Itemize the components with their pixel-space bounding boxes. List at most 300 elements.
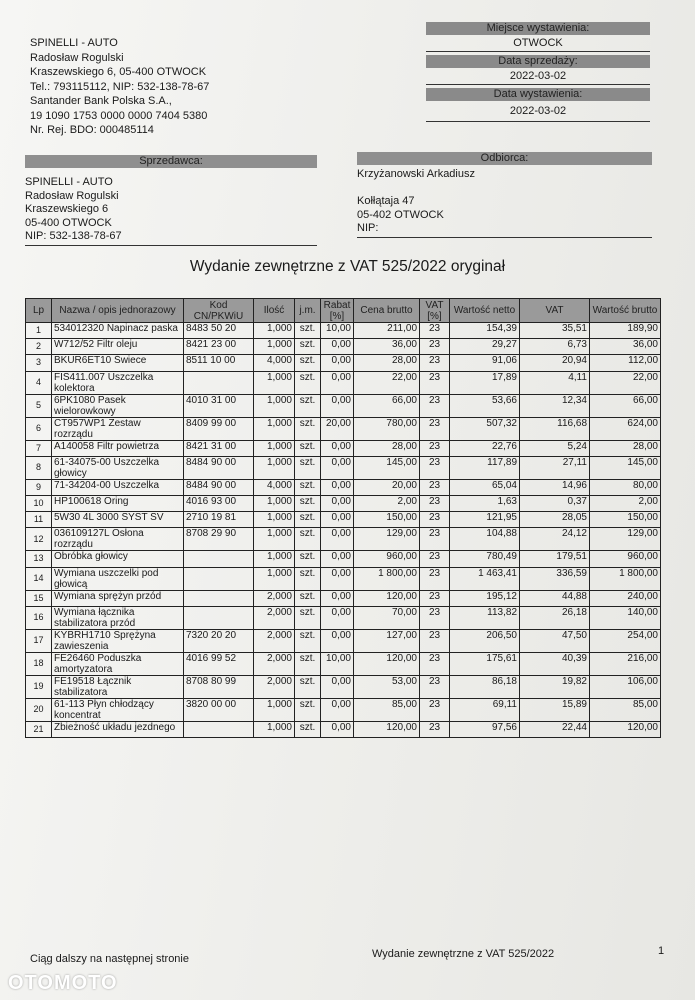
otomoto-watermark: OTOMOTO <box>8 972 118 994</box>
seller-label: Sprzedawca: <box>25 155 317 168</box>
row-gross-price: 2,00 <box>354 495 420 511</box>
row-net-value: 97,56 <box>450 721 520 737</box>
row-discount: 0,00 <box>321 590 354 606</box>
row-lp: 2 <box>26 339 52 355</box>
row-gross-price: 85,00 <box>354 698 420 721</box>
row-discount: 0,00 <box>321 495 354 511</box>
row-net-value: 65,04 <box>450 479 520 495</box>
row-discount: 0,00 <box>321 629 354 652</box>
buyer-line: 05-402 OTWOCK <box>357 208 444 221</box>
issue-date-value: 2022-03-02 <box>426 101 650 122</box>
table-row <box>26 394 661 417</box>
row-name: BKUR6ET10 Świece <box>52 355 184 371</box>
row-gross-price: 120,00 <box>354 652 420 675</box>
table-row <box>26 629 661 652</box>
row-vat: 179,51 <box>520 551 590 567</box>
row-unit: szt. <box>295 567 321 590</box>
header-name: Nazwa / opis jednorazowy <box>52 299 184 323</box>
row-net-value: 113,82 <box>450 606 520 629</box>
row-lp: 4 <box>26 371 52 394</box>
row-lp: 5 <box>26 394 52 417</box>
row-vat-rate: 23 <box>420 551 450 567</box>
row-vat: 44,88 <box>520 590 590 606</box>
header-vat-rate: VAT [%] <box>420 299 450 323</box>
row-unit: szt. <box>295 652 321 675</box>
row-net-value: 22,76 <box>450 440 520 456</box>
row-gross-value: 254,00 <box>590 629 661 652</box>
table-row <box>26 417 661 440</box>
row-name: Obróbka głowicy <box>52 551 184 567</box>
row-net-value: 69,11 <box>450 698 520 721</box>
row-vat: 336,59 <box>520 567 590 590</box>
row-net-value: 507,32 <box>450 417 520 440</box>
row-vat: 6,73 <box>520 339 590 355</box>
buyer-line: Kołłątaja 47 <box>357 195 415 207</box>
sale-date-value: 2022-03-02 <box>426 68 650 85</box>
row-gross-price: 1 800,00 <box>354 567 420 590</box>
table-row <box>26 440 661 456</box>
row-net-value: 121,95 <box>450 512 520 528</box>
row-gross-value: 112,00 <box>590 355 661 371</box>
row-quantity: 2,000 <box>254 652 295 675</box>
header-gross-price: Cena brutto <box>354 299 420 323</box>
row-vat: 12,34 <box>520 394 590 417</box>
buyer-section <box>357 152 652 238</box>
row-discount: 0,00 <box>321 675 354 698</box>
row-code: 4016 99 52 <box>184 652 254 675</box>
seller-header <box>30 36 209 138</box>
row-vat-rate: 23 <box>420 528 450 551</box>
row-unit: szt. <box>295 606 321 629</box>
row-unit: szt. <box>295 339 321 355</box>
row-lp: 14 <box>26 567 52 590</box>
table-row <box>26 512 661 528</box>
row-unit: szt. <box>295 721 321 737</box>
row-unit: szt. <box>295 629 321 652</box>
row-discount: 0,00 <box>321 512 354 528</box>
row-gross-price: 70,00 <box>354 606 420 629</box>
row-unit: szt. <box>295 675 321 698</box>
seller-header-line: Radosław Rogulski <box>30 51 124 64</box>
row-gross-price: 129,00 <box>354 528 420 551</box>
seller-header-line: Santander Bank Polska S.A., <box>30 95 172 107</box>
row-net-value: 29,27 <box>450 339 520 355</box>
header-lp: Lp <box>26 299 52 323</box>
row-quantity: 1,000 <box>254 698 295 721</box>
row-name: 61-34075-00 Uszczelka głowicy <box>52 456 184 479</box>
row-code <box>184 590 254 606</box>
row-vat: 24,12 <box>520 528 590 551</box>
row-vat-rate: 23 <box>420 698 450 721</box>
row-gross-value: 120,00 <box>590 721 661 737</box>
row-gross-price: 211,00 <box>354 323 420 339</box>
row-vat: 19,82 <box>520 675 590 698</box>
row-vat: 116,68 <box>520 417 590 440</box>
row-name: Wymiana łącznika stabilizatora przód <box>52 606 184 629</box>
row-lp: 6 <box>26 417 52 440</box>
row-code: 8708 80 99 <box>184 675 254 698</box>
seller-header-line: SPINELLI - AUTO <box>30 37 118 49</box>
row-discount: 0,00 <box>321 551 354 567</box>
row-discount: 0,00 <box>321 528 354 551</box>
seller-line: SPINELLI - AUTO <box>25 176 113 188</box>
row-code: 8708 29 90 <box>184 528 254 551</box>
row-gross-price: 53,00 <box>354 675 420 698</box>
seller-line: NIP: 532-138-78-67 <box>25 230 122 242</box>
row-discount: 0,00 <box>321 339 354 355</box>
table-row <box>26 456 661 479</box>
row-unit: szt. <box>295 698 321 721</box>
row-lp: 16 <box>26 606 52 629</box>
row-code: 8511 10 00 <box>184 355 254 371</box>
row-lp: 11 <box>26 512 52 528</box>
row-discount: 20,00 <box>321 417 354 440</box>
row-net-value: 206,50 <box>450 629 520 652</box>
row-net-value: 154,39 <box>450 323 520 339</box>
row-code: 2710 19 81 <box>184 512 254 528</box>
row-discount: 10,00 <box>321 652 354 675</box>
row-gross-value: 66,00 <box>590 394 661 417</box>
row-quantity: 1,000 <box>254 371 295 394</box>
row-vat-rate: 23 <box>420 339 450 355</box>
table-row <box>26 339 661 355</box>
row-name: HP100618 Oring <box>52 495 184 511</box>
row-code: 4010 31 00 <box>184 394 254 417</box>
header-net-value: Wartość netto <box>450 299 520 323</box>
row-net-value: 117,89 <box>450 456 520 479</box>
seller-header-line: Nr. Rej. BDO: 000485114 <box>30 124 154 136</box>
row-vat-rate: 23 <box>420 371 450 394</box>
row-lp: 17 <box>26 629 52 652</box>
row-code <box>184 567 254 590</box>
footer-document-ref: Wydanie zewnętrzne z VAT 525/2022 <box>372 948 555 960</box>
row-vat: 14,96 <box>520 479 590 495</box>
issue-date-label: Data wystawienia: <box>426 88 650 101</box>
seller-line: 05-400 OTWOCK <box>25 216 112 229</box>
header-vat: VAT <box>520 299 590 323</box>
row-gross-value: 36,00 <box>590 339 661 355</box>
row-lp: 20 <box>26 698 52 721</box>
row-quantity: 1,000 <box>254 440 295 456</box>
row-gross-value: 85,00 <box>590 698 661 721</box>
row-lp: 7 <box>26 440 52 456</box>
row-quantity: 2,000 <box>254 675 295 698</box>
row-vat: 47,50 <box>520 629 590 652</box>
row-gross-value: 150,00 <box>590 512 661 528</box>
table-body <box>26 323 661 738</box>
seller-line: Kraszewskiego 6 <box>25 203 109 215</box>
row-vat-rate: 23 <box>420 394 450 417</box>
row-code <box>184 371 254 394</box>
row-name: 71-34204-00 Uszczelka <box>52 479 184 495</box>
seller-header-line: 19 1090 1753 0000 0000 7404 5380 <box>30 109 208 122</box>
row-gross-value: 145,00 <box>590 456 661 479</box>
row-discount: 0,00 <box>321 355 354 371</box>
row-unit: szt. <box>295 495 321 511</box>
row-quantity: 1,000 <box>254 495 295 511</box>
row-net-value: 780,49 <box>450 551 520 567</box>
row-gross-price: 66,00 <box>354 394 420 417</box>
table-row <box>26 652 661 675</box>
row-name: W712/52 Filtr oleju <box>52 339 184 355</box>
row-vat-rate: 23 <box>420 355 450 371</box>
row-gross-price: 120,00 <box>354 721 420 737</box>
buyer-line <box>357 182 652 196</box>
header-gross-value: Wartość brutto <box>590 299 661 323</box>
row-name: CT957WP1 Zestaw rozrządu <box>52 417 184 440</box>
row-discount: 0,00 <box>321 479 354 495</box>
table-row <box>26 567 661 590</box>
row-quantity: 1,000 <box>254 567 295 590</box>
table-row <box>26 590 661 606</box>
row-quantity: 2,000 <box>254 629 295 652</box>
row-gross-value: 240,00 <box>590 590 661 606</box>
row-lp: 3 <box>26 355 52 371</box>
row-vat-rate: 23 <box>420 629 450 652</box>
place-of-issue-box <box>426 22 650 52</box>
row-net-value: 195,12 <box>450 590 520 606</box>
row-vat: 40,39 <box>520 652 590 675</box>
row-quantity: 1,000 <box>254 339 295 355</box>
table-row <box>26 495 661 511</box>
row-net-value: 175,61 <box>450 652 520 675</box>
row-lp: 8 <box>26 456 52 479</box>
row-unit: szt. <box>295 479 321 495</box>
row-gross-price: 145,00 <box>354 456 420 479</box>
row-name: Wymiana sprężyn przód <box>52 590 184 606</box>
row-name: 036109127L Osłona rozrządu <box>52 528 184 551</box>
row-unit: szt. <box>295 417 321 440</box>
buyer-line: NIP: <box>357 222 379 234</box>
row-vat-rate: 23 <box>420 495 450 511</box>
row-discount: 0,00 <box>321 394 354 417</box>
row-gross-price: 20,00 <box>354 479 420 495</box>
row-lp: 1 <box>26 323 52 339</box>
row-unit: szt. <box>295 371 321 394</box>
buyer-line: Krzyżanowski Arkadiusz <box>357 168 475 180</box>
items-table <box>25 298 661 738</box>
buyer-label: Odbiorca: <box>357 152 652 165</box>
table-row <box>26 721 661 737</box>
row-lp: 10 <box>26 495 52 511</box>
row-lp: 13 <box>26 551 52 567</box>
seller-header-line: Tel.: 793115112, NIP: 532-138-78-67 <box>30 80 210 93</box>
row-name: 61-113 Płyn chłodzący koncentrat <box>52 698 184 721</box>
place-of-issue-label: Miejsce wystawienia: <box>426 22 650 35</box>
row-gross-value: 106,00 <box>590 675 661 698</box>
row-gross-price: 36,00 <box>354 339 420 355</box>
row-vat-rate: 23 <box>420 479 450 495</box>
row-net-value: 53,66 <box>450 394 520 417</box>
row-name: Wymiana uszczelki pod głowicą <box>52 567 184 590</box>
row-discount: 0,00 <box>321 456 354 479</box>
page-number: 1 <box>658 945 665 957</box>
sale-date-box <box>426 55 650 85</box>
row-gross-value: 1 800,00 <box>590 567 661 590</box>
row-gross-value: 960,00 <box>590 551 661 567</box>
row-quantity: 1,000 <box>254 512 295 528</box>
place-of-issue-value: OTWOCK <box>426 35 650 52</box>
row-gross-value: 28,00 <box>590 440 661 456</box>
row-discount: 0,00 <box>321 567 354 590</box>
row-quantity: 1,000 <box>254 323 295 339</box>
row-lp: 21 <box>26 721 52 737</box>
row-quantity: 2,000 <box>254 606 295 629</box>
row-vat-rate: 23 <box>420 652 450 675</box>
row-vat: 20,94 <box>520 355 590 371</box>
row-code: 8421 23 00 <box>184 339 254 355</box>
row-name: FIS411.007 Uszczelka kolektora <box>52 371 184 394</box>
row-gross-price: 780,00 <box>354 417 420 440</box>
row-discount: 0,00 <box>321 440 354 456</box>
row-vat-rate: 23 <box>420 675 450 698</box>
row-code: 8484 90 00 <box>184 479 254 495</box>
table-row <box>26 323 661 339</box>
table-row <box>26 371 661 394</box>
row-net-value: 104,88 <box>450 528 520 551</box>
row-gross-value: 2,00 <box>590 495 661 511</box>
row-vat-rate: 23 <box>420 512 450 528</box>
row-gross-price: 22,00 <box>354 371 420 394</box>
row-net-value: 17,89 <box>450 371 520 394</box>
row-net-value: 91,06 <box>450 355 520 371</box>
row-code <box>184 551 254 567</box>
row-name: 534012320 Napinacz paska <box>52 323 184 339</box>
row-vat: 22,44 <box>520 721 590 737</box>
row-quantity: 1,000 <box>254 456 295 479</box>
row-quantity: 1,000 <box>254 394 295 417</box>
row-vat-rate: 23 <box>420 323 450 339</box>
row-vat: 4,11 <box>520 371 590 394</box>
header-quantity: Ilość <box>254 299 295 323</box>
sale-date-label: Data sprzedaży: <box>426 55 650 68</box>
row-gross-value: 80,00 <box>590 479 661 495</box>
row-net-value: 1,63 <box>450 495 520 511</box>
row-quantity: 1,000 <box>254 417 295 440</box>
row-code: 8421 31 00 <box>184 440 254 456</box>
table-row <box>26 606 661 629</box>
row-vat-rate: 23 <box>420 456 450 479</box>
row-vat: 28,05 <box>520 512 590 528</box>
seller-section <box>25 155 317 246</box>
row-vat-rate: 23 <box>420 440 450 456</box>
row-net-value: 1 463,41 <box>450 567 520 590</box>
row-quantity: 1,000 <box>254 721 295 737</box>
row-vat: 26,18 <box>520 606 590 629</box>
table-row <box>26 528 661 551</box>
document-title: Wydanie zewnętrzne z VAT 525/2022 oryginał <box>189 258 506 275</box>
row-unit: szt. <box>295 355 321 371</box>
row-gross-price: 28,00 <box>354 355 420 371</box>
row-code <box>184 721 254 737</box>
row-gross-price: 960,00 <box>354 551 420 567</box>
table-row <box>26 675 661 698</box>
row-name: A140058 Filtr powietrza <box>52 440 184 456</box>
row-unit: szt. <box>295 440 321 456</box>
table-row <box>26 479 661 495</box>
row-name: KYBRH1710 Sprężyna zawieszenia <box>52 629 184 652</box>
table-header-row <box>26 299 661 323</box>
row-unit: szt. <box>295 551 321 567</box>
row-gross-value: 216,00 <box>590 652 661 675</box>
row-code: 8484 90 00 <box>184 456 254 479</box>
row-discount: 10,00 <box>321 323 354 339</box>
row-code <box>184 606 254 629</box>
row-quantity: 1,000 <box>254 528 295 551</box>
row-vat-rate: 23 <box>420 590 450 606</box>
row-vat-rate: 23 <box>420 606 450 629</box>
row-lp: 18 <box>26 652 52 675</box>
row-vat-rate: 23 <box>420 567 450 590</box>
row-code: 7320 20 20 <box>184 629 254 652</box>
row-code: 4016 93 00 <box>184 495 254 511</box>
row-vat: 27,11 <box>520 456 590 479</box>
row-unit: szt. <box>295 394 321 417</box>
row-discount: 0,00 <box>321 698 354 721</box>
header-discount: Rabat [%] <box>321 299 354 323</box>
row-lp: 19 <box>26 675 52 698</box>
row-vat: 5,24 <box>520 440 590 456</box>
row-unit: szt. <box>295 323 321 339</box>
row-discount: 0,00 <box>321 606 354 629</box>
header-code: Kod CN/PKWiU <box>184 299 254 323</box>
row-name: Zbieżność układu jezdnego <box>52 721 184 737</box>
row-unit: szt. <box>295 528 321 551</box>
row-unit: szt. <box>295 456 321 479</box>
row-gross-value: 624,00 <box>590 417 661 440</box>
row-name: 6PK1080 Pasek wielorowkowy <box>52 394 184 417</box>
issue-date-box <box>426 88 650 122</box>
row-quantity: 1,000 <box>254 551 295 567</box>
row-lp: 12 <box>26 528 52 551</box>
row-unit: szt. <box>295 512 321 528</box>
row-gross-price: 28,00 <box>354 440 420 456</box>
table-row <box>26 355 661 371</box>
row-name: FE26460 Poduszka amortyzatora <box>52 652 184 675</box>
row-gross-value: 22,00 <box>590 371 661 394</box>
row-discount: 0,00 <box>321 371 354 394</box>
row-code: 3820 00 00 <box>184 698 254 721</box>
row-vat: 15,89 <box>520 698 590 721</box>
header-unit: j.m. <box>295 299 321 323</box>
row-quantity: 2,000 <box>254 590 295 606</box>
row-code: 8409 99 00 <box>184 417 254 440</box>
row-vat: 35,51 <box>520 323 590 339</box>
seller-line: Radosław Rogulski <box>25 189 119 202</box>
row-lp: 15 <box>26 590 52 606</box>
table-row <box>26 698 661 721</box>
row-unit: szt. <box>295 590 321 606</box>
row-gross-value: 189,90 <box>590 323 661 339</box>
row-gross-value: 140,00 <box>590 606 661 629</box>
row-gross-price: 150,00 <box>354 512 420 528</box>
row-gross-value: 129,00 <box>590 528 661 551</box>
table-row <box>26 551 661 567</box>
continued-note: Ciąg dalszy na następnej stronie <box>30 953 189 965</box>
row-vat-rate: 23 <box>420 721 450 737</box>
row-discount: 0,00 <box>321 721 354 737</box>
row-lp: 9 <box>26 479 52 495</box>
row-vat-rate: 23 <box>420 417 450 440</box>
row-net-value: 86,18 <box>450 675 520 698</box>
row-quantity: 4,000 <box>254 355 295 371</box>
row-gross-price: 120,00 <box>354 590 420 606</box>
row-code: 8483 50 20 <box>184 323 254 339</box>
row-quantity: 4,000 <box>254 479 295 495</box>
row-name: FE19518 Łącznik stabilizatora <box>52 675 184 698</box>
row-name: 5W30 4L 3000 SYST SV <box>52 512 184 528</box>
row-vat: 0,37 <box>520 495 590 511</box>
